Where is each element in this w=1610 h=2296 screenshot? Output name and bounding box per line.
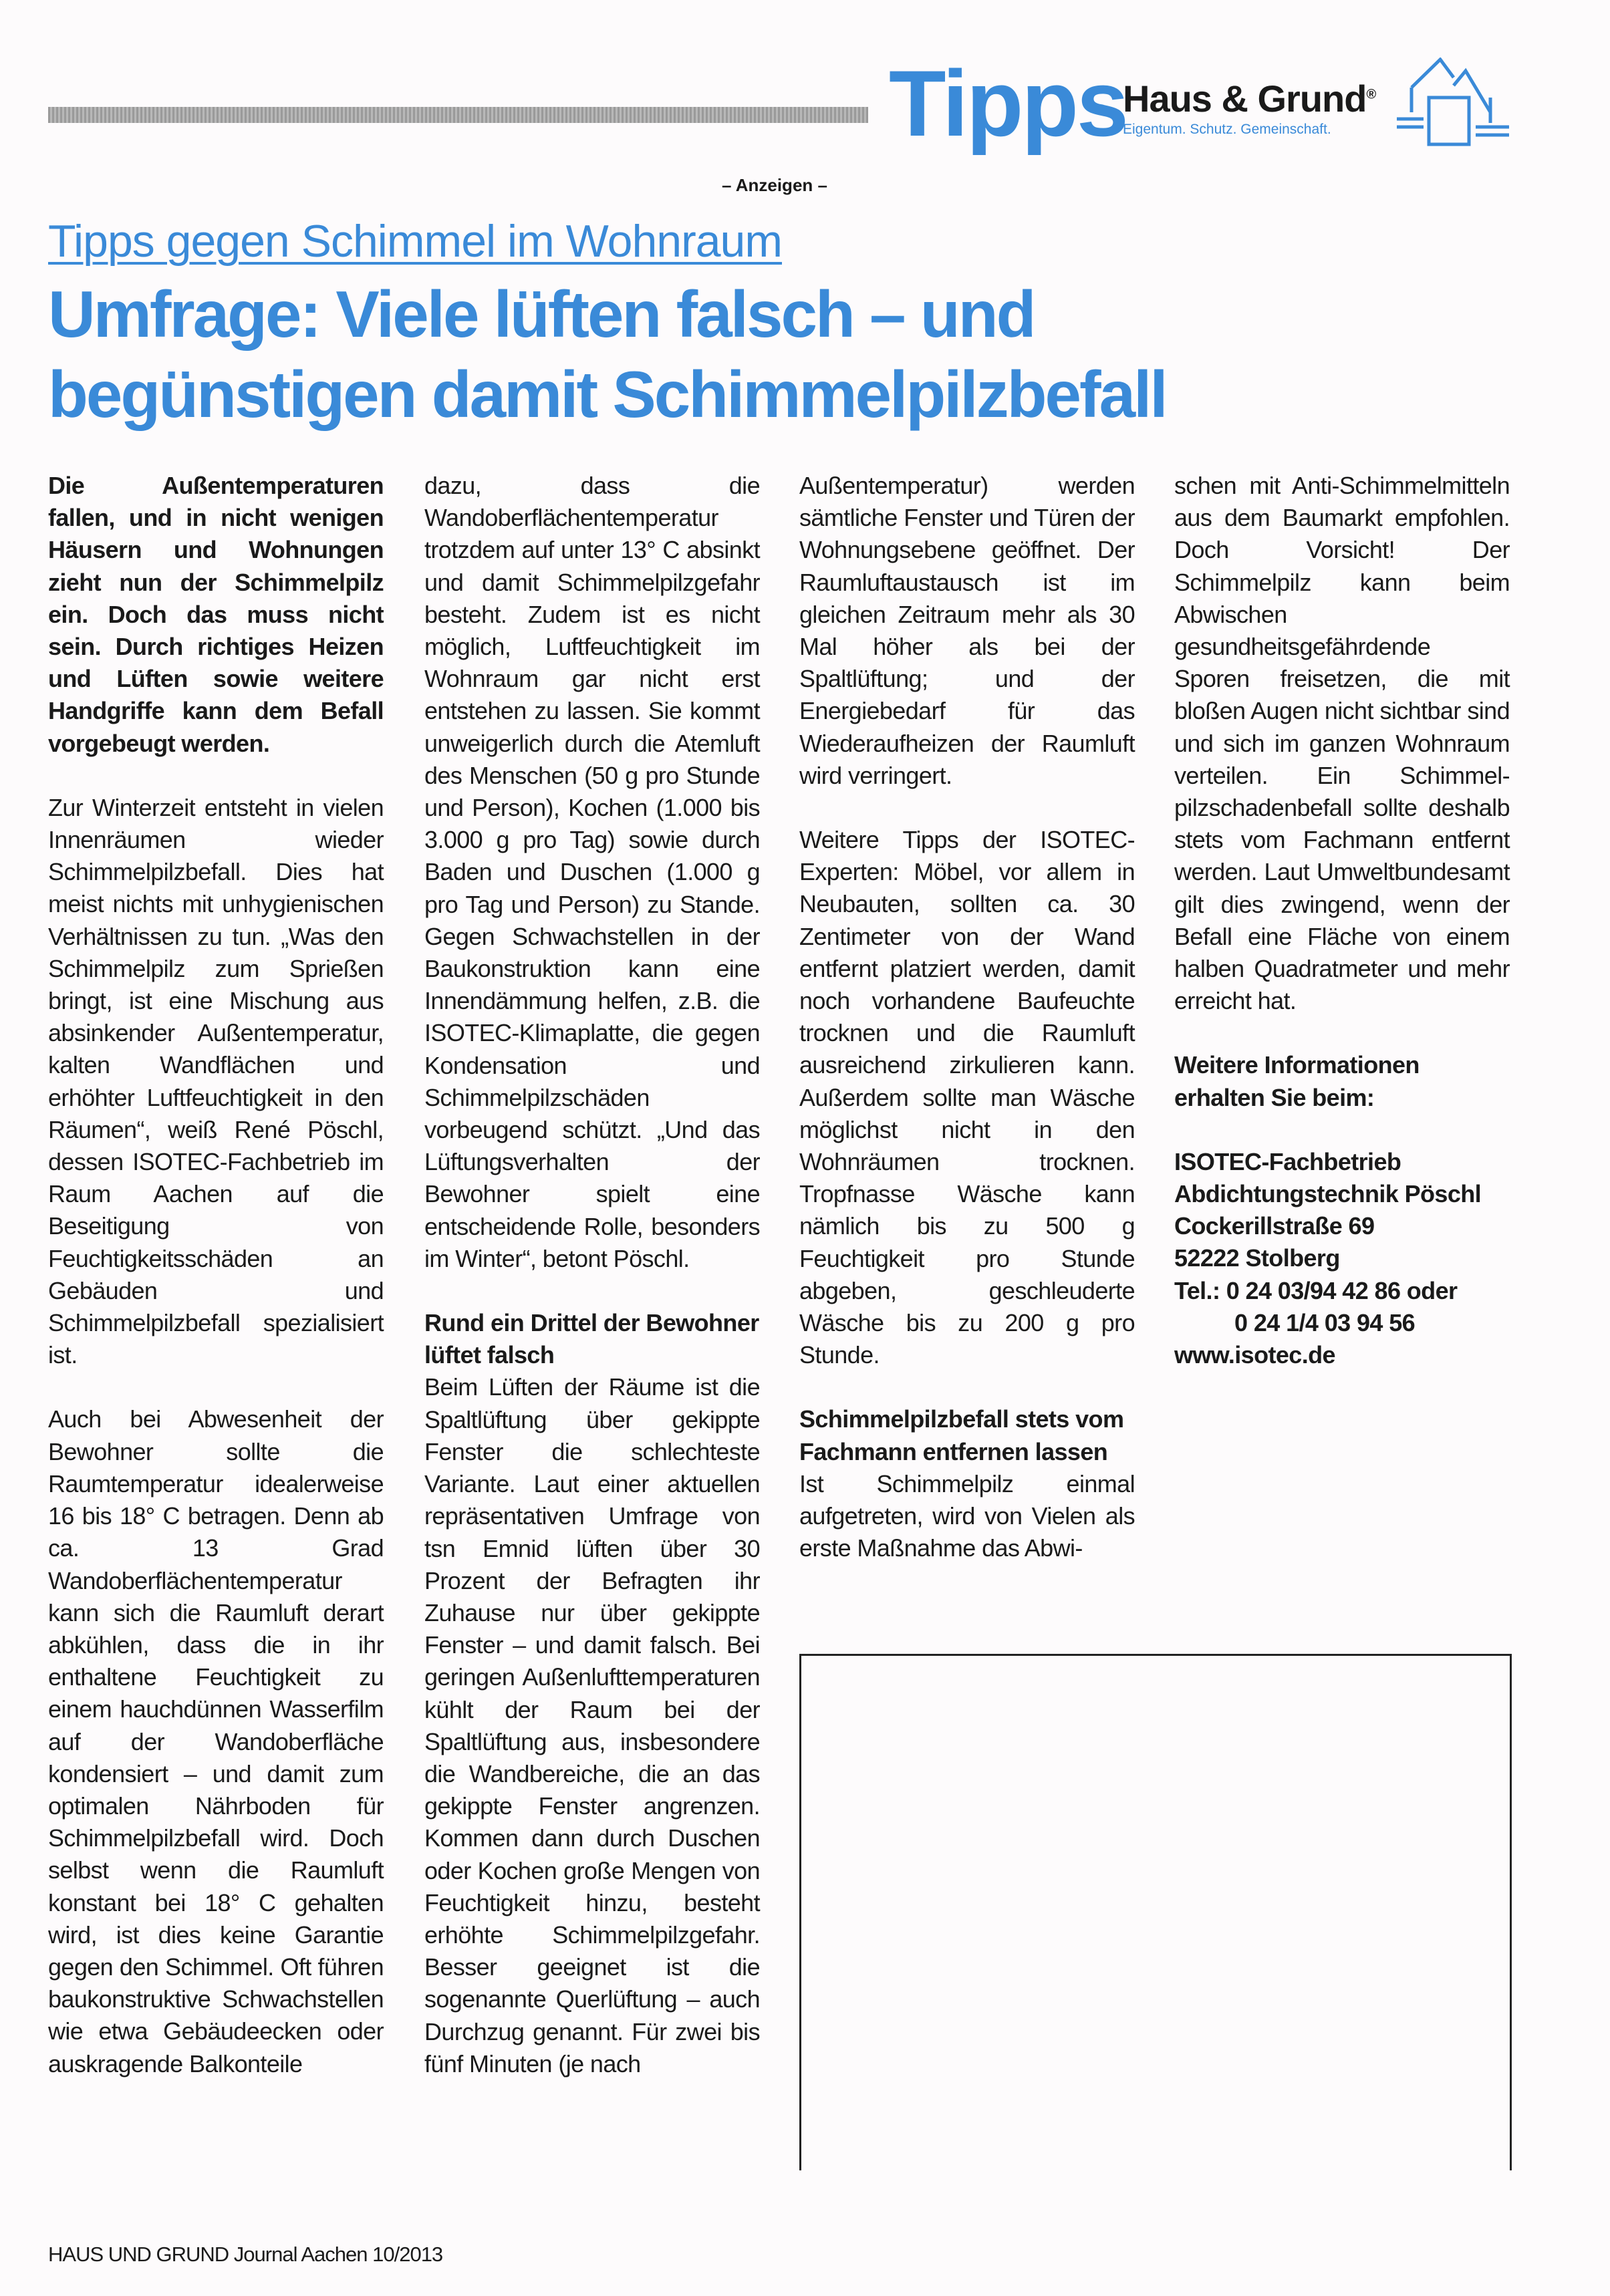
- paragraph: Außentemperatur) werden sämtliche Fenster und Türen der Wohnungsebene geöffnet. Der Raumluftaustausch ist im gleichen Zeitraum mehr als 30 Mal höher als bei der Spaltlüftung; und der Energiebedarf für das Wiederaufheizen der Raumluft wird verringert.: [799, 472, 1135, 789]
- column-2: [424, 470, 760, 2080]
- article-kicker: Tipps gegen Schimmel im Wohnraum: [48, 216, 783, 267]
- paragraph: Auch bei Abwesenheit der Bewohner sollte die Raumtemperatur idealerweise 16 bis 18° C betragen. Denn ab ca. 13 Grad Wandoberflächentemperatur kann sich die Raumluft derart abkühlen, dass die in ihr enthaltene Feuchtigkeit zu einem hauchdünnen Wasserfilm auf der Wandoberfläche kondensiert – und damit zum optimalen Nährboden für Schimmelpilzbefall wird. Doch selbst wenn die Raumluft konstant bei 18° C gehalten wird, ist dies keine Garantie gegen den Schimmel. Oft führen baukonstruktive Schwachstellen wie etwa Gebäudeecken oder auskragende Balkonteile: [48, 1405, 384, 2077]
- image-frame: [799, 1654, 1512, 2170]
- registered-mark: ®: [1366, 87, 1376, 102]
- brand-name: Haus & Grund: [1123, 78, 1367, 120]
- contact-company: ISOTEC-Fachbetrieb: [1174, 1147, 1401, 1175]
- contact-block: [1174, 1146, 1510, 1371]
- contact-street: Cockerillstraße 69: [1174, 1212, 1375, 1240]
- column-3: [799, 470, 1135, 1565]
- paragraph: Beim Lüften der Räume ist die Spaltlüftung über gekippte Fenster die schlechteste Variante. Laut einer aktuellen repräsentativen Umfrage von tsn Emnid lüften über 30 Prozent der Befragten ihr Zuhause nur über gekippte Fenster – und damit falsch. Bei geringen Außenlufttemperaturen kühlt der Raum bei der Spaltlüftung aus, insbesondere die Wandbereiche, die an das gekippte Fenster angrenzen. Kommen dann durch Duschen oder Kochen große Mengen von Feuchtigkeit hinzu, besteht erhöhte Schimmelpilzgefahr. Besser geeignet ist die sogenannte Querlüftung – auch Durchzug genannt. Für zwei bis fünf Minuten (je nach: [424, 1373, 760, 2077]
- footer-publication: HAUS UND GRUND Journal Aachen 10/2013: [48, 2243, 443, 2266]
- headline-line-2: begünstigen damit Schimmelpilzbefall: [48, 357, 1166, 431]
- paragraph: Zur Winterzeit entsteht in vielen Innenräumen wieder Schimmelpilzbefall. Dies hat meist nichts mit unhygienischen Verhältnissen zu tun. „Was den Schimmelpilz zum Sprießen bringt, ist eine Mischung aus absinkender Außentemperatur, kalten Wandflächen und erhöhter Luftfeuchtigkeit in den Räumen“, weiß René Pöschl, dessen ISOTEC-Fachbetrieb im Raum Aachen auf die Beseitigung von Feuchtigkeitsschäden an Gebäuden und Schimmelpilzbefall spezialisiert ist.: [48, 793, 384, 1369]
- house-logo-icon: [1397, 57, 1510, 148]
- article-headline: [48, 274, 1518, 434]
- paragraph: Ist Schimmelpilz einmal aufgetreten, wird von Vielen als erste Maßnahme das Abwi-: [799, 1469, 1135, 1562]
- contact-phone-2: 0 24 1/4 03 94 56: [1234, 1308, 1416, 1336]
- lead-paragraph: Die Außentemperaturen fallen, und in nicht wenigen Häusern und Wohnungen zieht nun der Schimmelpilz ein. Doch das muss nicht sein. Durch richtiges Heizen und Lüften sowie weitere Handgriffe kann dem Befall vorgebeugt werden.: [48, 472, 384, 757]
- subheading: Rund ein Drittel der Bewohner lüftet falsch: [424, 1309, 759, 1369]
- paragraph: Weitere Tipps der ISOTEC-Experten: Möbel, vor allem in Neubauten, sollten ca. 30 Zentimeter von der Wand entfernt platziert werden, damit noch vorhandene Baufeuchte trocknen und die Raumluft ausreichend zirkulieren kann. Außerdem sollte man Wäsche möglichst nicht in den Wohnräumen trocknen. Tropfnasse Wäsche kann nämlich bis zu 500 g Feuchtigkeit pro Stunde abgeben, geschleuderte Wäsche bis zu 200 g pro Stunde.: [799, 826, 1135, 1369]
- info-heading: Weitere Informationen erhalten Sie beim:: [1174, 1051, 1420, 1111]
- headline-line-1: Umfrage: Viele lüften falsch – und: [48, 277, 1035, 351]
- section-title: Tipps: [889, 51, 1127, 156]
- column-1: [48, 470, 384, 2080]
- contact-web: www.isotec.de: [1174, 1341, 1335, 1369]
- paragraph: schen mit Anti-Schimmelmitteln aus dem Baumarkt empfohlen. Doch Vorsicht! Der Schimmelpilz kann beim Abwischen gesundheitsgefährdende Sporen freisetzen, die mit bloßen Augen nicht sichtbar sind und sich im ganzen Wohnraum verteilen. Ein Schimmel-pilzschadenbefall sollte deshalb stets vom Fachmann entfernt werden. Laut Umweltbundesamt gilt dies zwingend, wenn der Befall eine Fläche von einem halben Quadratmeter und mehr erreicht hat.: [1174, 472, 1510, 1015]
- ad-label: – Anzeigen –: [722, 175, 827, 195]
- paragraph: dazu, dass die Wandoberflächentemperatur trotzdem auf unter 13° C absinkt und damit Schimmelpilzgefahr besteht. Zudem ist es nicht möglich, Luftfeuchtigkeit im Wohnraum gar nicht erst entstehen zu lassen. Sie kommt unweigerlich durch die Atemluft des Menschen (50 g pro Stunde und Person), Kochen (1.000 bis 3.000 g pro Tag) sowie durch Baden und Duschen (1.000 g pro Tag und Person) zu Stande. Gegen Schwachstellen in der Baukonstruktion kann eine Innendämmung helfen, z.B. die ISOTEC-Klimaplatte, die gegen Kondensation und Schimmelpilzschäden vorbeugend schützt. „Und das Lüftungsverhalten der Bewohner spielt eine entscheidende Rolle, besonders im Winter“, betont Pöschl.: [424, 472, 760, 1272]
- brand: [1123, 80, 1375, 138]
- brand-tagline: Eigentum. Schutz. Gemeinschaft.: [1123, 122, 1331, 137]
- subheading: Schimmelpilzbefall stets vom Fachmann entfernen lassen: [799, 1405, 1124, 1465]
- column-4: [1174, 470, 1510, 1371]
- contact-company-2: Abdichtungstechnik Pöschl: [1174, 1180, 1482, 1208]
- contact-city: 52222 Stolberg: [1174, 1244, 1340, 1272]
- contact-phone: Tel.: 0 24 03/94 42 86 oder: [1174, 1276, 1458, 1304]
- header-rule: [48, 107, 868, 123]
